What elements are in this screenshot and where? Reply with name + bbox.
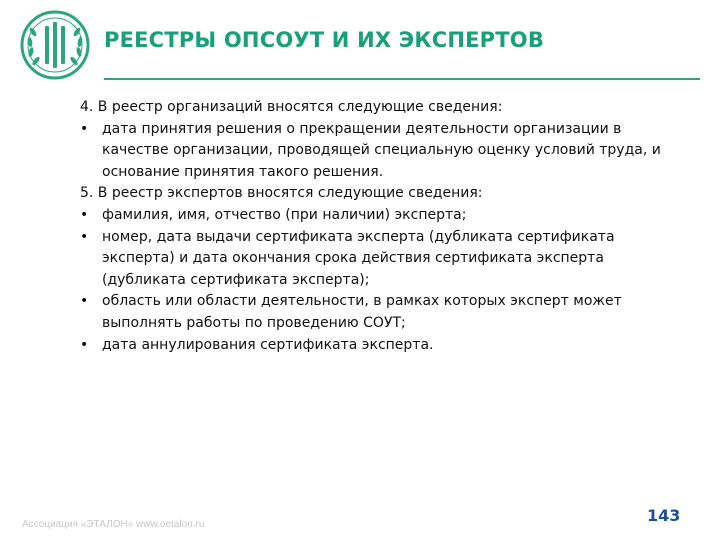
list-item-text: дата аннулирования сертификата эксперта. [102,336,434,353]
section-5-heading: 5. В реестр экспертов вносятся следующие сведения: [80,185,483,202]
list-item [80,205,680,227]
list-item-text: номер, дата выдачи сертификата эксперта (дубликата сертификата эксперта) и дата окончания срока действия сертификата эксперта (дубликата сертификата эксперта); [102,228,615,288]
bullet-icon: • [80,228,89,245]
list-item-text: фамилия, имя, отчество (при наличии) эксперта; [102,206,467,223]
section-4-heading: 4. В реестр организаций вносятся следующие сведения: [80,99,503,115]
title-divider [104,78,700,80]
bullet-icon: • [80,120,89,137]
list-item [80,119,680,184]
page-title: РЕЕСТРЫ ОПСОУТ И ИХ ЭКСПЕРТОВ [104,28,545,52]
list-item [80,291,680,334]
bullet-icon: • [80,206,89,223]
list-item [80,227,680,292]
wheat-wreath-logo-icon [20,10,90,80]
footer-association-text: Ассоциация «ЭТАЛОН» www.oetalon.ru [22,519,205,530]
bullet-icon: • [80,336,89,353]
bullet-icon: • [80,293,89,310]
page-number: 143 [647,506,681,525]
content-body [80,97,680,356]
list-item [80,335,680,357]
list-item-text: дата принятия решения о прекращении деятельности организации в качестве организации, проводящей специальную оценку условий труда, и основание принятия такого решения. [102,120,661,180]
list-item-text: область или области деятельности, в рамках которых эксперт может выполнять работы по проведению СОУТ; [102,293,622,331]
